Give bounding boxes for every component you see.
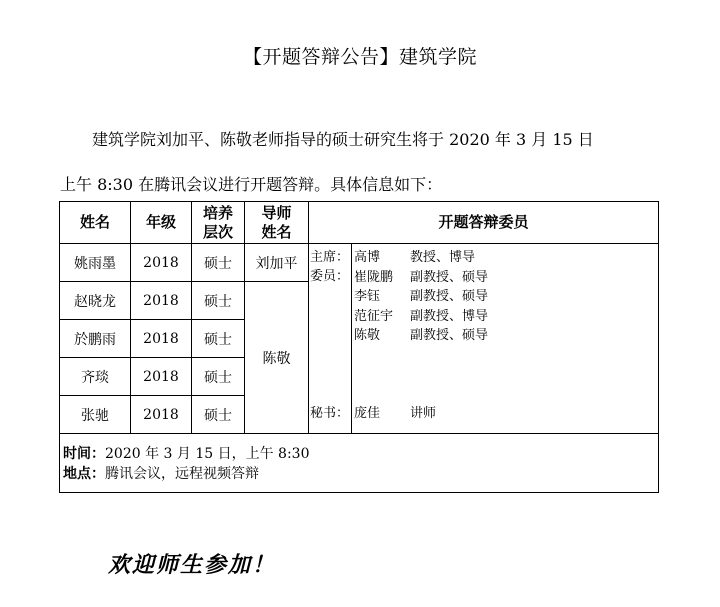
time-value: 2020 年 3 月 15 日，上午 8:30 xyxy=(105,446,310,462)
committee-member: 陈敬 副教授、硕导 xyxy=(354,328,489,343)
time-line xyxy=(63,444,658,464)
intro-line-1: 建筑学院刘加平、陈敬老师指导的硕士研究生将于 2020 年 3 月 15 日 xyxy=(92,130,594,149)
advisor-name: 刘加平 xyxy=(245,244,309,282)
members-label: 委员： xyxy=(310,269,350,284)
header-level: 培养层次 xyxy=(192,202,245,244)
intro-line-2: 上午 8:30 在腾讯会议进行开题答辩。具体信息如下： xyxy=(60,175,443,194)
student-grade: 2018 xyxy=(131,244,192,282)
committee-member: 高博 教授、博导 xyxy=(354,250,476,265)
student-name: 张驰 xyxy=(60,396,131,434)
student-level: 硕士 xyxy=(192,396,245,434)
secretary: 庞佳 讲师 xyxy=(354,405,437,421)
time-place-info xyxy=(60,434,659,493)
student-grade: 2018 xyxy=(131,282,192,320)
committee-member: 崔陇鹏 副教授、硕导 xyxy=(354,269,489,285)
student-grade: 2018 xyxy=(131,396,192,434)
welcome-message: 欢迎师生参加！ xyxy=(108,552,277,578)
header-name: 姓名 xyxy=(60,202,131,244)
chair-label: 主席： xyxy=(310,250,350,265)
student-level: 硕士 xyxy=(192,244,245,282)
header-committee: 开题答辩委员 xyxy=(309,202,659,244)
defense-schedule-table xyxy=(59,201,659,493)
committee-roles xyxy=(309,244,352,434)
header-advisor: 导师姓名 xyxy=(245,202,309,244)
table-footer-row xyxy=(60,434,659,493)
header-grade: 年级 xyxy=(131,202,192,244)
student-level: 硕士 xyxy=(192,358,245,396)
student-level: 硕士 xyxy=(192,320,245,358)
student-name: 姚雨墨 xyxy=(60,244,131,282)
committee-member: 李钰 副教授、硕导 xyxy=(354,289,489,304)
place-label: 地点： xyxy=(63,466,105,482)
notice-title: 【开题答辩公告】建筑学院 xyxy=(242,46,477,68)
table-header-row xyxy=(60,202,659,244)
student-level: 硕士 xyxy=(192,282,245,320)
committee-members xyxy=(352,244,659,434)
student-grade: 2018 xyxy=(131,320,192,358)
student-name: 赵晓龙 xyxy=(60,282,131,320)
student-name: 於鹏雨 xyxy=(60,320,131,358)
table-row xyxy=(60,244,659,282)
secretary-label: 秘书： xyxy=(310,406,350,421)
student-grade: 2018 xyxy=(131,358,192,396)
place-value: 腾讯会议，远程视频答辩 xyxy=(105,466,259,482)
advisor-name: 陈敬 xyxy=(245,282,309,434)
place-line xyxy=(63,464,658,484)
committee-member: 范征宇 副教授、博导 xyxy=(354,308,489,324)
student-name: 齐琰 xyxy=(60,358,131,396)
time-label: 时间： xyxy=(63,446,105,462)
